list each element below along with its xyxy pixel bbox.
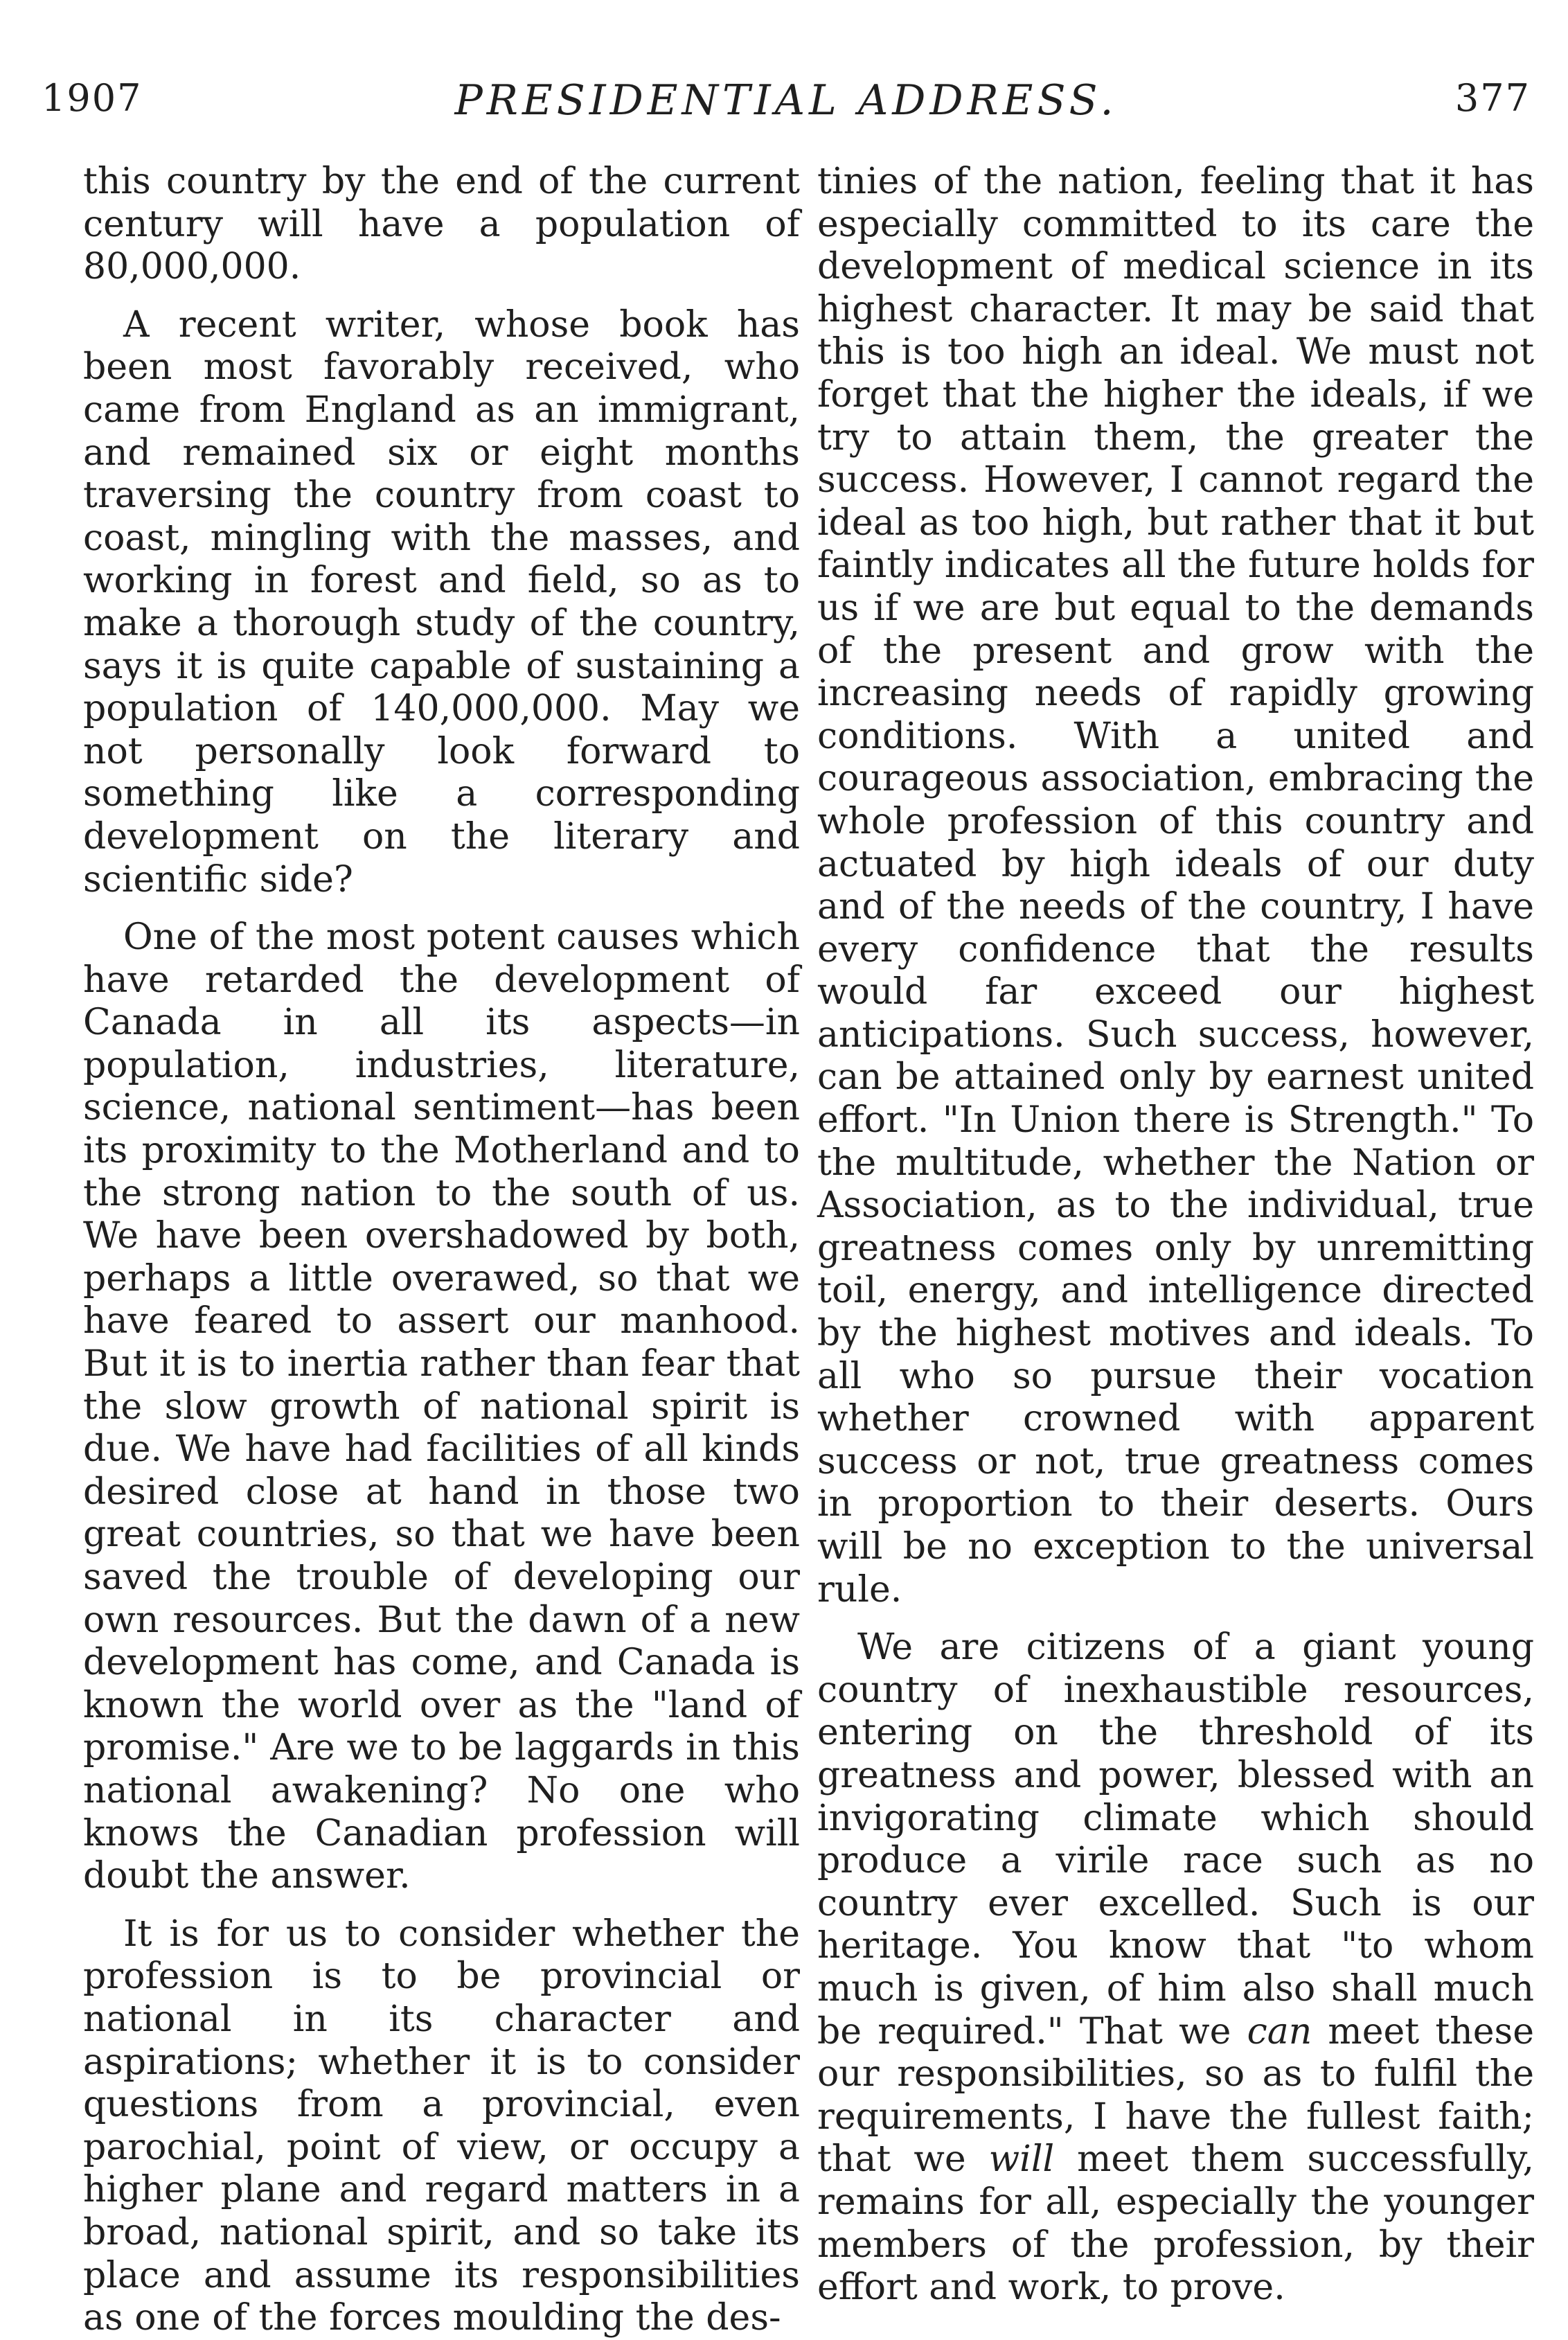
- paragraph: [817, 1627, 1534, 2310]
- paragraph: this country by the end of the current century will have a population of 80,000,000.: [83, 161, 800, 288]
- header-year: 1907: [42, 76, 143, 120]
- emphasis-will: will: [988, 2138, 1055, 2181]
- paragraph: tinies of the nation, feeling that it has especially committed to its care the development of medical science in its highest character. It may be said that this is too high an ideal. We must not forget that the higher the ideals, if we try to attain them, the greater the success. However, I cannot regard the ideal as too high, but rather that it but faintly indicates all the future holds for us if we are but equal to the demands of the present and grow with the increasing needs of rapidly growing conditions. With a united and courageous association, embracing the whole profession of this country and actuated by high ideals of our duty and of the needs of the country, I have every confidence that the results would far exceed our highest anticipations. Such success, however, can be attained only by earnest united effort. "In Union there is Strength." To the multitude, whether the Nation or Association, as to the individual, true greatness comes only by unremitting toil, energy, and intelligence directed by the highest motives and ideals. To all who so pursue their vocation whether crowned with apparent success or not, true greatness comes in proportion to their deserts. Ours will be no exception to the universal rule.: [817, 161, 1534, 1611]
- paragraph-text: We are citizens of a giant young country of inexhaustible resources, entering on the threshold of its greatness and power, blessed with an invigorating climate which should produce a virile race such as no country ever excelled. Such is our heritage. You know that "to whom much is given, of him also shall much be required." That we: [817, 1627, 1534, 2053]
- left-column: [83, 161, 800, 2340]
- header-title: PRESIDENTIAL ADDRESS.: [454, 76, 1118, 125]
- page-number: 377: [1454, 76, 1531, 120]
- running-head: [42, 76, 1531, 139]
- right-column: [817, 161, 1534, 2310]
- paragraph: One of the most potent causes which have retarded the development of Canada in all its aspects—in population, industries, literature, science, national sentiment—has been its proximity to the Motherland and to the strong nation to the south of us. We have been overshadowed by both, perhaps a little overawed, so that we have feared to assert our manhood. But it is to inertia rather than fear that the slow growth of national spirit is due. We have had facilities of all kinds desired close at hand in those two great countries, so that we have been saved the trouble of developing our own resources. But the dawn of a new development has come, and Canada is known the world over as the "land of promise." Are we to be laggards in this national awakening? No one who knows the Canadian profession will doubt the answer.: [83, 916, 800, 1897]
- paragraph: A recent writer, whose book has been most favorably received, who came from England as an immigrant, and remained six or eight months traversing the country from coast to coast, mingling with the masses, and working in forest and field, so as to make a thorough study of the country, says it is quite capable of sustaining a population of 140,000,000. May we not personally look forward to something like a corresponding development on the literary and scientific side?: [83, 303, 800, 901]
- paragraph-text: meet these our responsibilities, so as to fulfil the requirements, I have the fullest faith; that we: [817, 2010, 1534, 2181]
- emphasis-can: can: [1247, 2010, 1312, 2053]
- paragraph: It is for us to consider whether the profession is to be provincial or national in its character and aspirations; whether it is to consider questions from a provincial, even parochial, point of view, or occupy a higher plane and regard matters in a broad, national spirit, and so take its place and assume its responsibilities as one of the forces moulding the des-: [83, 1913, 800, 2339]
- paragraph-text: meet them successfully, remains for all, especially the younger members of the profession, by their effort and work, to prove.: [817, 2138, 1534, 2309]
